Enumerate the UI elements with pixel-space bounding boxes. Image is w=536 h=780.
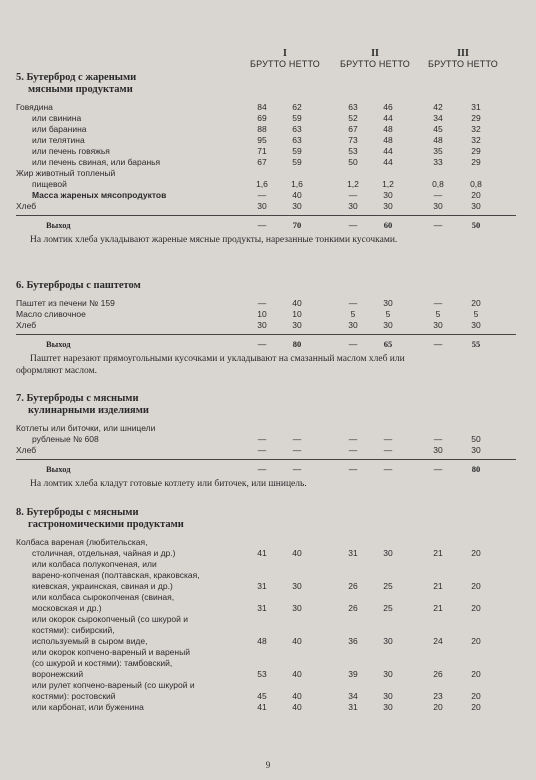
cell-value: 63 — [292, 124, 302, 134]
cell-value: 30 — [257, 320, 267, 330]
cell-value: 21 — [433, 603, 443, 613]
cell-value: 20 — [471, 702, 481, 712]
cell-value: 30 — [257, 201, 267, 211]
cell-value: 30 — [292, 201, 302, 211]
cell-value: 67 — [348, 124, 358, 134]
table-row — [16, 581, 516, 592]
cell-value: — — [433, 190, 443, 200]
row-label: московская и др.) — [32, 603, 102, 613]
cell-value: 31 — [348, 548, 358, 558]
cell-value: 29 — [471, 113, 481, 123]
section-title: 6. Бутерброды с паштетом — [16, 280, 141, 291]
cell-value: 34 — [348, 691, 358, 701]
cell-value: 21 — [433, 548, 443, 558]
column-group-3 — [418, 48, 508, 69]
cell-value: — — [348, 445, 358, 455]
cell-value: 30 — [348, 201, 358, 211]
row-label: киевская, украинская, свиная и др.) — [32, 581, 173, 591]
divider-rule — [16, 334, 516, 335]
recipe-section — [16, 72, 516, 246]
table-row — [16, 298, 516, 309]
cell-value: 5 — [473, 309, 479, 319]
output-row — [16, 220, 516, 231]
cell-value: 30 — [383, 548, 393, 558]
cell-value: 30 — [433, 320, 443, 330]
output-label: Выход — [46, 339, 71, 349]
cell-value: 30 — [383, 636, 393, 646]
cell-value: 59 — [292, 157, 302, 167]
row-label: или печень говяжья — [32, 146, 110, 156]
output-value: — — [433, 339, 443, 349]
note-line: На ломтик хлеба кладут готовые котлету или биточек, или шницель. — [30, 479, 307, 489]
cell-value: 20 — [471, 548, 481, 558]
recipe-note — [16, 478, 516, 490]
note-line: Паштет нарезают прямоугольными кусочками и укладывают на смазанный маслом хлеб или — [30, 354, 405, 364]
table-row — [16, 548, 516, 559]
column-roman-3: III — [457, 48, 469, 59]
cell-value: 32 — [471, 124, 481, 134]
cell-value: 73 — [348, 135, 358, 145]
cell-value: 53 — [348, 146, 358, 156]
section-title: 7. Бутерброды с мясными — [16, 393, 139, 404]
output-value: 55 — [471, 339, 481, 349]
row-label: варено-копченая (полтавская, краковская, — [32, 570, 200, 580]
cell-value: 30 — [292, 603, 302, 613]
cell-value: — — [257, 445, 267, 455]
cell-value: 95 — [257, 135, 267, 145]
cell-value: 30 — [383, 669, 393, 679]
cell-value: 45 — [433, 124, 443, 134]
cell-value: 50 — [348, 157, 358, 167]
column-sub-2: БРУТТО НЕТТО — [339, 59, 410, 69]
cell-value: 20 — [471, 581, 481, 591]
cell-value: 48 — [383, 124, 393, 134]
column-roman-2: II — [371, 48, 379, 59]
section-title: 5. Бутерброд с жареными — [16, 72, 137, 83]
row-label: или телятина — [32, 135, 85, 145]
cell-value: 30 — [383, 691, 393, 701]
cell-value: — — [433, 298, 443, 308]
output-value: 50 — [471, 220, 481, 230]
row-label: или колбаса сырокопченая (свиная, — [32, 592, 175, 602]
output-value: — — [257, 220, 267, 230]
row-label: Хлеб — [16, 320, 37, 330]
column-roman-1: I — [283, 48, 287, 59]
output-value: — — [433, 220, 443, 230]
cell-value: — — [257, 298, 267, 308]
cell-value: — — [348, 434, 358, 444]
output-label: Выход — [46, 464, 71, 474]
cell-value: 69 — [257, 113, 267, 123]
cell-value: 71 — [257, 146, 267, 156]
cell-value: 1,6 — [256, 179, 268, 189]
divider-rule — [16, 215, 516, 216]
table-row — [16, 445, 516, 456]
cell-value: 40 — [292, 190, 302, 200]
cell-value: — — [257, 190, 267, 200]
column-sub-1: БРУТТО НЕТТО — [249, 59, 320, 69]
cell-value: 26 — [348, 581, 358, 591]
output-value: — — [292, 464, 302, 474]
output-label: Выход — [46, 220, 71, 230]
row-label: или колбаса полукопченая, или — [32, 559, 157, 569]
cell-value: 40 — [292, 669, 302, 679]
cell-value: 45 — [257, 691, 267, 701]
row-label: рубленые № 608 — [32, 434, 99, 444]
cell-value: 63 — [292, 135, 302, 145]
cell-value: 10 — [257, 309, 267, 319]
cell-value: 30 — [383, 298, 393, 308]
output-value: — — [383, 464, 393, 474]
cell-value: 20 — [471, 691, 481, 701]
cell-value: 33 — [433, 157, 443, 167]
cell-value: 32 — [471, 135, 481, 145]
row-label: или печень свиная, или баранья — [32, 157, 161, 167]
cell-value: 40 — [292, 702, 302, 712]
column-headers — [0, 48, 536, 72]
cell-value: 67 — [257, 157, 267, 167]
cell-value: 34 — [433, 113, 443, 123]
table-row — [16, 190, 516, 201]
cell-value: 0,8 — [432, 179, 444, 189]
cell-value: 30 — [471, 201, 481, 211]
cell-value: 5 — [350, 309, 356, 319]
cell-value: 36 — [348, 636, 358, 646]
row-label: Жир животный топленый — [16, 168, 116, 178]
row-label: Говядина — [16, 102, 53, 112]
cell-value: 30 — [383, 190, 393, 200]
cell-value: 20 — [471, 298, 481, 308]
cell-value: — — [433, 434, 443, 444]
output-value: 65 — [383, 339, 393, 349]
cell-value: 41 — [257, 548, 267, 558]
cell-value: 40 — [292, 636, 302, 646]
cell-value: 26 — [433, 669, 443, 679]
cell-value: 20 — [471, 190, 481, 200]
cell-value: 48 — [383, 135, 393, 145]
cell-value: — — [257, 434, 267, 444]
cell-value: 25 — [383, 603, 393, 613]
table-row — [16, 113, 516, 124]
table-row — [16, 135, 516, 146]
cell-value: — — [292, 445, 302, 455]
cell-value: 10 — [292, 309, 302, 319]
row-label: Котлеты или биточки, или шницели — [16, 423, 156, 433]
row-label: Масса жареных мясопродуктов — [32, 190, 167, 200]
table-row — [16, 201, 516, 212]
table-row — [16, 124, 516, 135]
row-label: или карбонат, или буженина — [32, 702, 144, 712]
cell-value: 30 — [383, 702, 393, 712]
row-label: или свинина — [32, 113, 82, 123]
cell-value: 31 — [348, 702, 358, 712]
row-label: костями): ростовский — [32, 691, 116, 701]
column-sub-3: БРУТТО НЕТТО — [427, 59, 498, 69]
cell-value: 30 — [383, 201, 393, 211]
cell-value: 42 — [433, 102, 443, 112]
note-line: оформляют маслом. — [16, 366, 97, 376]
cell-value: 48 — [257, 636, 267, 646]
section-title: мясными продуктами — [28, 84, 133, 95]
table-row — [16, 102, 516, 113]
page-number: 9 — [265, 760, 271, 770]
cell-value: 30 — [433, 201, 443, 211]
output-value: — — [433, 464, 443, 474]
recipe-section — [16, 393, 516, 490]
cell-value: — — [348, 298, 358, 308]
recipe-note — [16, 353, 516, 377]
cell-value: 1,2 — [347, 179, 359, 189]
table-row — [16, 636, 516, 647]
column-group-2 — [330, 48, 420, 69]
output-value: — — [257, 339, 267, 349]
table-row — [16, 658, 516, 669]
row-label: пищевой — [32, 179, 67, 189]
divider-rule — [16, 459, 516, 460]
table-row — [16, 592, 516, 603]
output-value: 80 — [471, 464, 481, 474]
table-row — [16, 537, 516, 548]
cell-value: — — [383, 434, 393, 444]
table-row — [16, 625, 516, 636]
cell-value: 44 — [383, 146, 393, 156]
table-row — [16, 146, 516, 157]
cell-value: 53 — [257, 669, 267, 679]
cell-value: 21 — [433, 581, 443, 591]
table-row — [16, 614, 516, 625]
row-label: или баранина — [32, 124, 87, 134]
cell-value: 30 — [292, 581, 302, 591]
cell-value: 1,6 — [291, 179, 303, 189]
cell-value: 30 — [471, 445, 481, 455]
row-label: используемый в сыром виде, — [32, 636, 148, 646]
row-label: Паштет из печени № 159 — [16, 298, 115, 308]
cell-value: 41 — [257, 702, 267, 712]
cell-value: 30 — [433, 445, 443, 455]
cell-value: 40 — [292, 691, 302, 701]
row-label: или рулет копчено-вареный (со шкурой и — [32, 680, 195, 690]
cell-value: 20 — [433, 702, 443, 712]
cell-value: 44 — [383, 113, 393, 123]
cell-value: 20 — [471, 669, 481, 679]
output-value: — — [257, 464, 267, 474]
row-label: Хлеб — [16, 445, 37, 455]
cell-value: 59 — [292, 146, 302, 156]
row-label: или окорок сырокопченый (со шкурой и — [32, 614, 189, 624]
row-label: костями): сибирский, — [32, 625, 115, 635]
cell-value: 88 — [257, 124, 267, 134]
row-label: или окорок копчено-вареный и вареный — [32, 647, 190, 657]
cell-value: 52 — [348, 113, 358, 123]
cell-value: 44 — [383, 157, 393, 167]
cell-value: 62 — [292, 102, 302, 112]
output-value: 60 — [383, 220, 393, 230]
cell-value: 20 — [471, 603, 481, 613]
table-row — [16, 702, 516, 713]
table-row — [16, 434, 516, 445]
cell-value: 59 — [292, 113, 302, 123]
cell-value: 30 — [383, 320, 393, 330]
cell-value: 31 — [471, 102, 481, 112]
row-label: Хлеб — [16, 201, 37, 211]
row-label: воронежский — [32, 669, 84, 679]
row-label: Масло сливочное — [16, 309, 86, 319]
cell-value: 30 — [292, 320, 302, 330]
table-row — [16, 309, 516, 320]
cell-value: 31 — [257, 603, 267, 613]
section-title: гастрономическими продуктами — [28, 519, 184, 530]
output-value: — — [348, 339, 358, 349]
table-row — [16, 157, 516, 168]
cell-value: 39 — [348, 669, 358, 679]
row-label: Колбаса вареная (любительская, — [16, 537, 148, 547]
row-label: (со шкурой и костями): тамбовский, — [32, 658, 173, 668]
note-line: На ломтик хлеба укладывают жареные мясные продукты, нарезанные тонкими кусочками. — [30, 235, 398, 245]
recipe-section — [16, 507, 516, 713]
table-row — [16, 320, 516, 331]
table-row — [16, 669, 516, 680]
column-group-1 — [240, 48, 330, 69]
cell-value: — — [348, 190, 358, 200]
cell-value: 50 — [471, 434, 481, 444]
cell-value: 46 — [383, 102, 393, 112]
cell-value: 84 — [257, 102, 267, 112]
table-row — [16, 559, 516, 570]
table-row — [16, 603, 516, 614]
cell-value: 26 — [348, 603, 358, 613]
cell-value: 48 — [433, 135, 443, 145]
recipe-section — [16, 280, 516, 377]
section-title: кулинарными изделиями — [28, 405, 149, 416]
cell-value: 29 — [471, 146, 481, 156]
cell-value: 23 — [433, 691, 443, 701]
cell-value: 29 — [471, 157, 481, 167]
cell-value: 1,2 — [382, 179, 394, 189]
cell-value: 63 — [348, 102, 358, 112]
table-row — [16, 570, 516, 581]
table-row — [16, 423, 516, 434]
output-value: — — [348, 220, 358, 230]
cell-value: 5 — [435, 309, 441, 319]
cell-value: 30 — [471, 320, 481, 330]
output-value: 70 — [292, 220, 302, 230]
cell-value: — — [383, 445, 393, 455]
cell-value: 35 — [433, 146, 443, 156]
section-title: 8. Бутерброды с мясными — [16, 507, 139, 518]
output-row — [16, 339, 516, 350]
table-row — [16, 691, 516, 702]
table-row — [16, 647, 516, 658]
cell-value: 20 — [471, 636, 481, 646]
table-row — [16, 680, 516, 691]
cell-value: 5 — [385, 309, 391, 319]
table-row — [16, 179, 516, 190]
cell-value: 25 — [383, 581, 393, 591]
row-label: столичная, отдельная, чайная и др.) — [32, 548, 176, 558]
cell-value: 40 — [292, 298, 302, 308]
table-row — [16, 168, 516, 179]
output-row — [16, 464, 516, 475]
cell-value: 31 — [257, 581, 267, 591]
cell-value: 40 — [292, 548, 302, 558]
recipe-note — [16, 234, 516, 246]
cell-value: 24 — [433, 636, 443, 646]
cell-value: 0,8 — [470, 179, 482, 189]
output-value: — — [348, 464, 358, 474]
output-value: 80 — [292, 339, 302, 349]
cell-value: — — [292, 434, 302, 444]
cell-value: 30 — [348, 320, 358, 330]
